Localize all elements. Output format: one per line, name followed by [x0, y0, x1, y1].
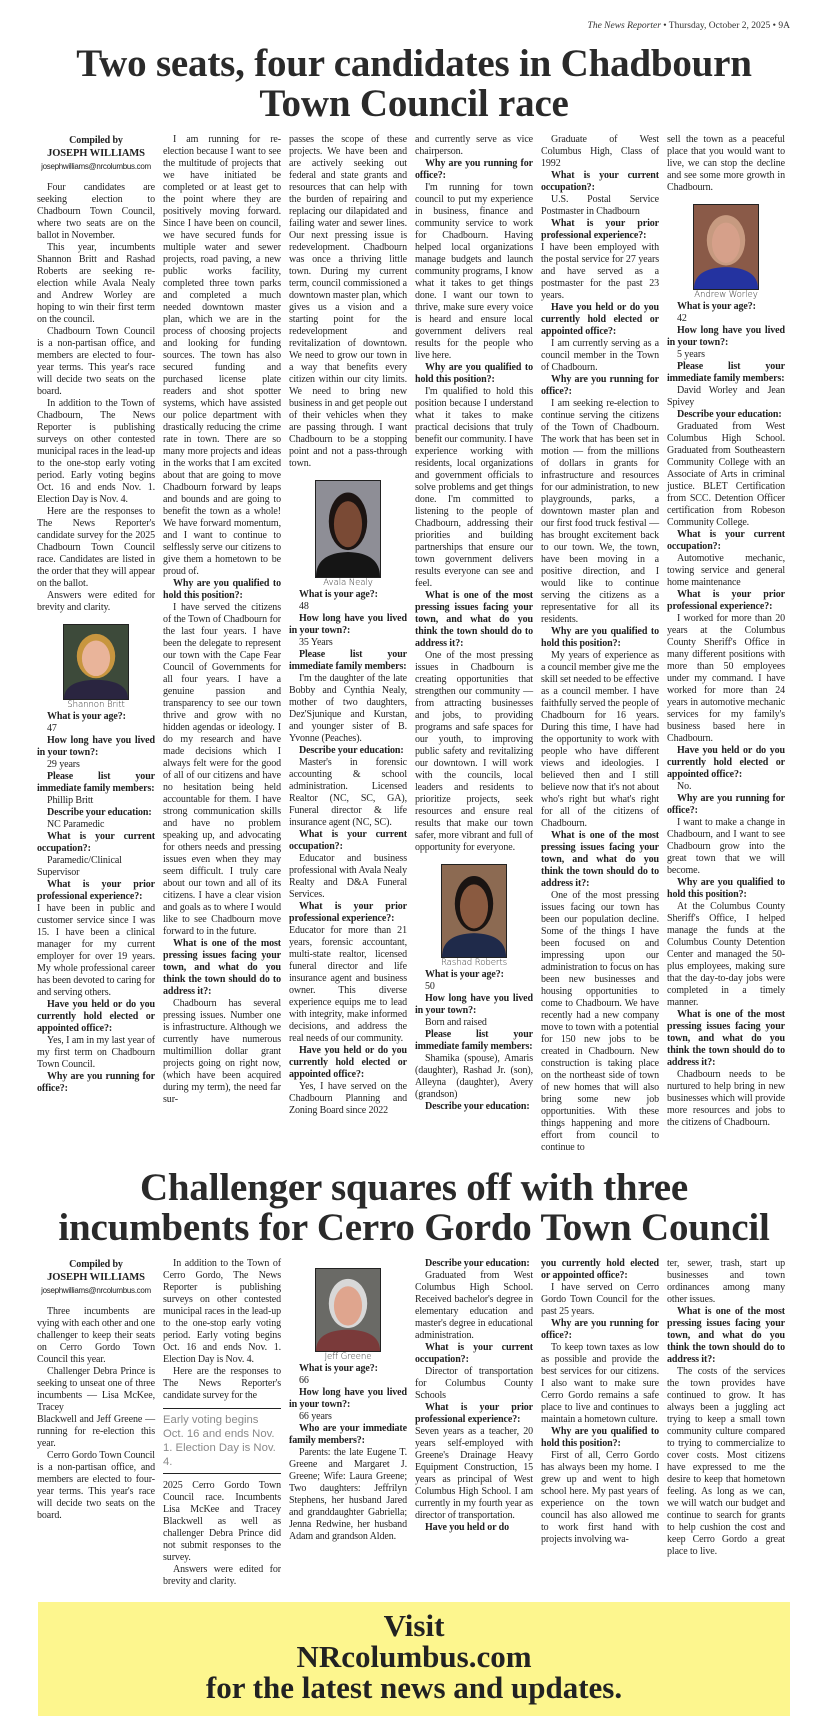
survey-question: How long have you lived in your town?:	[415, 993, 533, 1016]
survey-question: How long have you lived in your town?:	[289, 613, 407, 636]
body-paragraph: Master's in forensic accounting & school administration. Licensed Realtor (NC, SC, GA), Funeral director & life insurance agent (NC, SC).	[289, 757, 407, 828]
headline-line: Town Council race	[259, 82, 569, 125]
body-paragraph: I am currently serving as a council member in the Town of Chadbourn.	[541, 338, 659, 373]
headline-line: incumbents for Cerro Gordo Town Council	[58, 1206, 770, 1249]
page-folio: The News Reporter • Thursday, October 2, 2025 • 9A	[587, 21, 790, 31]
body-paragraph: To keep town taxes as low as possible and provide the best services for our citizens. I also want to make sure Cerro Gordo remains a safe place to live and continues to maintain a hometown culture.	[541, 1342, 659, 1425]
body-paragraph: Chadbourn has several pressing issues. Number one is infrastructure. Although we currently have numerous multimillion dollar grant projects going on right now, (which have been acquired during my term), the need far sur-	[163, 998, 281, 1105]
body-paragraph: Chadbourn Town Council is a non-partisan office, and members are elected to four-year terms. This year's race will decide two seats on the board.	[37, 326, 155, 397]
article-column	[163, 134, 281, 1106]
body-paragraph: I am seeking re-election to continue serving the citizens of the Town of Chadbourn. The work that has been set in motion — from the millions of dollars in grants for infrastructure and resources for our administration, to new playgrounds, parks, a downtown master plan and our first food truck festival — has brought excitement back to our town. We, the town, have been moving in a positive direction, and I would like to continue serving the citizens as a representative for all its residents.	[541, 398, 659, 625]
article-column	[415, 1258, 533, 1534]
body-paragraph: Paramedic/Clinical Supervisor	[37, 855, 122, 878]
survey-question: What is one of the most pressing issues facing your town, and what do you think the town should do to address it?:	[667, 1009, 785, 1068]
survey-question: Why are you qualified to hold this position?:	[541, 1426, 659, 1449]
body-paragraph: First of all, Cerro Gordo has always been my home. I grew up and went to high school here. My past years of experience on the town council has also allowed me to work first hand with projects involving wa-	[541, 1450, 659, 1545]
article-column	[667, 134, 785, 1129]
survey-question: Why are you qualified to hold this position?:	[667, 877, 785, 900]
article-column	[163, 1258, 281, 1588]
body-paragraph: David Worley and Jean Spivey	[667, 385, 785, 408]
portrait-image	[37, 624, 155, 700]
body-paragraph: Born and raised	[425, 1017, 487, 1028]
headline-cerro-gordo	[30, 1168, 798, 1248]
photo-caption: Shannon Britt	[67, 700, 125, 710]
survey-question: What is your current occupation?:	[667, 529, 785, 552]
survey-question: What is your age?:	[425, 969, 504, 980]
survey-question: Why are you running for office?:	[415, 158, 533, 181]
banner-line: Visit	[383, 1608, 445, 1643]
survey-question: What is your current occupation?:	[289, 829, 407, 852]
survey-question: What is one of the most pressing issues facing your town, and what do you think the town should do to address it?:	[667, 1306, 785, 1365]
body-paragraph: My years of experience as a council member give me the skill set needed to be effective as a council member. I have faithfully served the people of Chadbourn for 16 years. During this time, I have had the opportunity to work with people who have different views and ideologies. I believed then and I still believe now that it's not about who's right but what's right for all of the citizens of Chadbourn.	[541, 650, 659, 829]
body-paragraph: Chadbourn needs to be nurtured to help bring in new businesses which will provide more resources and jobs to the citizens of Chadbourn.	[667, 1069, 785, 1128]
photo-caption: Avala Nealy	[323, 578, 373, 588]
body-paragraph: I have been employed with the postal service for 27 years and have served as a postmaster for the past 23 years.	[541, 242, 659, 301]
survey-question: Describe your education:	[677, 409, 782, 420]
survey-question: Who are your immediate family members?:	[289, 1423, 407, 1446]
body-paragraph: I have served the citizens of the Town of Chadbourn for the last four years. I have been the delegate to represent our town with the Cape Fear Council of Governments for all four years. I have a genuine passion and transparency to see our town thrive and grow with no hidden agendas or ideology. I do my research and have made decisions which I always felt were for the good of all of our citizens and have no hesitation being held accountable for them. I have strong communication skills and have no problem speaking up, and advocating for others needs and pressing issues even when they may seem difficult. I truly care about our town and all of its citizens. I have a clear vision and goals as to where I would like to see Chadbourn move forward to in the future.	[163, 602, 281, 937]
promo-banner[interactable]	[38, 1602, 790, 1716]
survey-question: Why are you running for office?:	[541, 1318, 659, 1341]
banner-line: for the latest news and updates.	[205, 1670, 623, 1705]
body-paragraph: Answers were edited for brevity and clarity.	[163, 1564, 281, 1587]
article-column	[415, 134, 533, 1113]
body-paragraph: I have served on Cerro Gordo Town Council for the past 25 years.	[541, 1282, 659, 1317]
headline-line: Challenger squares off with three	[139, 1166, 689, 1209]
portrait-image	[667, 204, 785, 290]
survey-question: Have you held or do you currently hold elected or appointed office?:	[541, 302, 659, 337]
author-name: JOSEPH WILLIAMS	[47, 148, 145, 159]
body-paragraph: passes the scope of these projects. We have been and are actively seeking out federal and state grants and resources that can help with the burden of repairing and replacing our dilapidated and failing water and sewer lines. Our next pressing issue is redevelopment. Chadbourn was once a thriving little town. During my current term, council commissioned a downtown master plan, which gives us a vision and a starting point for the redevelopment and revitalization of downtown. We need to grow our town in a way that benefits every citizen within our city limits. We need to bring new business in and get people out of their vehicles when they are passing through. I want Chadbourn to be a stopping point and not a pass-through town.	[289, 134, 407, 469]
survey-question: What is your prior professional experience?:	[37, 879, 155, 902]
body-paragraph: Challenger Debra Prince is seeking to unseat one of three incumbents — Lisa McKee, Tracey	[37, 1366, 155, 1413]
survey-question: What is your prior professional experience?:	[415, 1402, 533, 1425]
survey-question: Please list your immediate family members:	[289, 649, 407, 672]
body-paragraph: Yes, I have served on the Chadbourn Planning and Zoning Board since 2022	[289, 1081, 407, 1116]
survey-question: Why are you qualified to hold this position?:	[163, 578, 281, 601]
body-paragraph: I worked for more than 20 years at the Columbus County Sheriff's Office in many different positions with more than 50 employees under my command. I have worked for more than 24 years in automotive mechanic services for my family's business based here in Chadbourn.	[667, 613, 785, 744]
photo-caption: Jeff Greene	[324, 1352, 372, 1362]
body-paragraph: Four candidates are seeking election to Chadbourn Town Council, where two seats are on the ballot in November.	[37, 182, 155, 241]
body-paragraph: Blackwell and Jeff Greene — running for re-election this year.	[37, 1414, 155, 1449]
survey-question: What is your prior professional experience?:	[667, 589, 785, 612]
byline-label: Compiled by	[69, 1259, 123, 1270]
survey-question: What is your prior professional experience?:	[541, 218, 659, 241]
byline	[37, 134, 155, 172]
body-paragraph: At the Columbus County Sheriff's Office, I helped manage the funds at the Columbus County Detention Center and managed the 50-plus employees, making sure that the day-to-day jobs were completed in a timely manner.	[667, 901, 785, 1008]
survey-question: Why are you running for office?:	[667, 793, 785, 816]
survey-question: Please list your immediate family members:	[37, 771, 155, 794]
body-paragraph: sell the town as a peaceful place that you would want to live, we can stop the decline and see some more growth in Chadbourn.	[667, 134, 785, 193]
survey-question: Why are you running for office?:	[541, 374, 659, 397]
survey-question: Have you held or do	[425, 1522, 510, 1533]
candidate-photo	[667, 204, 785, 301]
survey-question: Why are you qualified to hold this position?:	[541, 626, 659, 649]
body-paragraph: Shamika (spouse), Amaris (daughter), Rashad Jr. (son), Alleyna (daughter), Avery (grandson)	[415, 1053, 533, 1100]
headline-chadbourn	[30, 44, 798, 124]
body-paragraph: 5 years	[677, 349, 705, 360]
survey-question: What is your current occupation?:	[37, 831, 155, 854]
body-paragraph: 48	[299, 601, 309, 612]
body-paragraph: NC Paramedic	[47, 819, 105, 830]
survey-question: Have you held or do you currently hold elected or appointed office?:	[37, 999, 155, 1034]
survey-question: Please list your immediate family members:	[415, 1029, 533, 1052]
photo-caption: Rashad Roberts	[441, 958, 507, 968]
candidate-photo	[37, 624, 155, 711]
author-email[interactable]: josephwilliams@nrcolumbus.com	[41, 162, 151, 171]
survey-question: How long have you lived in your town?:	[37, 735, 155, 758]
portrait-image	[289, 1268, 407, 1352]
body-paragraph: 47	[47, 723, 57, 734]
candidate-photo	[289, 1268, 407, 1363]
body-paragraph: Graduated from West Columbus High School. Graduated from Southeastern Community College with an Associate of Arts in criminal justice. BLET Certification from SCC. Detention Officer certification from Robeson Community College.	[667, 421, 785, 528]
body-paragraph: and currently serve as vice chairperson.	[415, 134, 533, 157]
article-column	[667, 1258, 785, 1558]
banner-website[interactable]: NRcolumbus.com	[296, 1639, 532, 1674]
survey-question: What is your current occupation?:	[415, 1342, 533, 1365]
body-paragraph: I'm the daughter of the late Bobby and Cynthia Nealy, mother of two daughters, Dez'Sjunique and Kurstan, and younger sister of B. Yvonne (Peaches).	[289, 673, 407, 744]
article-column	[37, 1258, 155, 1522]
body-paragraph: Yes, I am in my last year of my first term on Chadbourn Town Council.	[37, 1035, 155, 1070]
body-paragraph: Answers were edited for brevity and clarity.	[37, 590, 155, 613]
body-paragraph: This year, incumbents Shannon Britt and Rashad Roberts are seeking re-election while Avala Nealy and Andrew Worley are hoping to win their first term on the council.	[37, 242, 155, 325]
author-name: JOSEPH WILLIAMS	[47, 1272, 145, 1283]
pull-quote: Early voting begins Oct. 16 and ends Nov. 1. Election Day is Nov. 4.	[163, 1408, 281, 1474]
body-paragraph: I'm qualified to hold this position because I understand what it takes to make practical decisions that truly benefit our community. I have experience working with residents, local organizations and government officials to solve problems and get things done. I'm committed to listening to the people of Chadbourn, addressing their priorities and building partnerships that ensure our town government delivers results everyone can see and feel.	[415, 386, 533, 589]
body-paragraph: Seven years as a teacher, 20 years self-employed with Greene's Drainage Heavy Equipment Construction, 15 years as principal of West Columbus High School. I am currently in my fourth year as director of transportation.	[415, 1426, 533, 1521]
portrait-image	[415, 864, 533, 958]
issue-date: Thursday, October 2, 2025	[668, 21, 771, 31]
body-paragraph: Three incumbents are vying with each other and one challenger to keep their seats on Cerro Gordo Town Council this year.	[37, 1306, 155, 1365]
survey-question: How long have you lived in your town?:	[289, 1387, 407, 1410]
page-number: 9A	[778, 21, 790, 31]
article-cerro-gordo	[37, 1258, 785, 1588]
survey-question: What is one of the most pressing issues facing your town, and what do you think the town should do to address it?:	[163, 938, 281, 997]
article-column	[289, 1258, 407, 1543]
survey-question: Why are you qualified to hold this position?:	[415, 362, 533, 385]
body-paragraph: Cerro Gordo Town Council is a non-partisan office, and members are elected to four-year terms. This year's race will decide two seats on the board.	[37, 1450, 155, 1521]
body-paragraph: 66	[299, 1375, 309, 1386]
candidate-photo	[415, 864, 533, 969]
photo-caption: Andrew Worley	[694, 290, 758, 300]
survey-question: What is one of the most pressing issues facing your town, and what do you think the town should do to address it?:	[541, 830, 659, 889]
body-paragraph: U.S. Postal Service Postmaster in Chadbourn	[541, 194, 659, 217]
survey-question: What is your age?:	[299, 1363, 378, 1374]
survey-question: Describe your education:	[299, 745, 404, 756]
candidate-photo	[289, 480, 407, 589]
body-paragraph: 50	[425, 981, 435, 992]
body-paragraph: Phillip Britt	[47, 795, 94, 806]
body-paragraph: I'm running for town council to put my experience in business, finance and community service to work for Chadbourn. Having helped local organizations manage budgets and launch community programs, I know what it takes to get things done. I want our town to thrive, make sure every voice is heard and ensure local government delivers real results for the people who live here.	[415, 182, 533, 361]
byline-label: Compiled by	[69, 135, 123, 146]
body-paragraph: Parents: the late Eugene T. Greene and Margaret J. Greene; Wife: Laura Greene; Two daughters: Jeffrilyn Stephens, her husband Jared and granddaughter Gabriella; Jenna Redwine, her husband Adam and grandson Alden.	[289, 1447, 407, 1542]
body-paragraph: 2025 Cerro Gordo Town Council race. Incumbents Lisa McKee and Tracey Blackwell as well as challenger Debra Prince did not submit responses to the survey.	[163, 1480, 281, 1563]
body-paragraph: I am running for re-election because I want to see the multitude of projects that we have initiated be completed or at least get to the point where they are positively moving forward. Since I have been on council, we have secured funds for multiple water and sewer projects, road paving, a new public works facility, completed three town parks and completed a much needed downtown master plan, which we are in the process of choosing projects and looking for funding sources. The town has also secured funding and purchased license plate readers and shot spotter systems, which have assisted our police department with drastically reducing the crime rate in town. There are so many more projects and ideas in the works that I am excited about that are going to move Chadbourn forward by leaps and bounds and are going to benefit the town as a whole! We have forward momentum, and I want to continue to selflessly serve our citizens to give them a hometown to be proud of.	[163, 134, 281, 577]
survey-question: Please list your immediate family members:	[667, 361, 785, 384]
body-paragraph: ter, sewer, trash, start up businesses and town ordinances among many other issues.	[667, 1258, 785, 1305]
body-paragraph: 35 Years	[299, 637, 333, 648]
body-paragraph: Educator for more than 21 years, forensic accountant, multi-state realtor, licensed funeral director and life insurance agent and business owner. This diverse experience equips me to lead with integrity, make informed decisions, and address the real needs of our community.	[289, 925, 407, 1044]
body-paragraph: Automotive mechanic, towing service and general home maintenance	[667, 553, 785, 588]
survey-question: you currently hold elected or appointed office?:	[541, 1258, 659, 1281]
body-paragraph: One of the most pressing issues facing our town has been our population decline. Some of the things I have been focused on and impressing upon our administration to focus on has been new businesses and housing opportunities to come to Chadbourn. We have recently had a new company move to town with a potential for 150 new jobs to be created in Chadbourn. New construction is taking place on the northeast side of town of new homes that will also bring some new job opportunities. With these things happening and more effort from council to continue to	[541, 890, 659, 1153]
body-paragraph: I have been in public and customer service since I was 15. I have been a clinical manager for my current employer for over 19 years. My whole professional career has been devoted to caring for and serving others.	[37, 903, 155, 998]
body-paragraph: 42	[677, 313, 687, 324]
body-paragraph: In addition to the Town of Cerro Gordo, The News Reporter is publishing surveys on other contested municipal races in the lead-up to the one-stop early voting period. Early voting begins Oct. 16 and ends Nov. 1. Election Day is Nov. 4.	[163, 1258, 281, 1365]
body-paragraph: Graduated from West Columbus High School. Received bachelor's degree in elementary education and master's degree in educational administration.	[415, 1270, 533, 1341]
survey-question: What is your age?:	[47, 711, 126, 722]
survey-question: Have you held or do you currently hold elected or appointed office?:	[667, 745, 785, 780]
body-paragraph: 29 years	[47, 759, 80, 770]
article-column	[289, 134, 407, 1117]
survey-question: Describe your education:	[425, 1101, 530, 1112]
body-paragraph: Here are the responses to The News Reporter's candidate survey for the 2025 Chadbourn Town Council race. Candidates are listed in the order that they will appear on the ballot.	[37, 506, 155, 589]
byline	[37, 1258, 155, 1296]
author-email[interactable]: josephwilliams@nrcolumbus.com	[41, 1286, 151, 1295]
survey-question: Describe your education:	[47, 807, 152, 818]
article-column	[37, 134, 155, 1095]
survey-question: What is your current occupation?:	[541, 170, 659, 193]
body-paragraph: The costs of the services the town provides have continued to grow. It has always been a juggling act trying to keep a small town community culture compared to trying to commercialize to cover costs. Most citizens have expressed to me the desire to keep that hometown feeling. As long as we can, we will watch our budget and continue to search for grants to help cushion the cost and keep Cerro Gordo a great place to live.	[667, 1366, 785, 1557]
survey-question: Describe your education:	[425, 1258, 530, 1269]
survey-question: Have you held or do you currently hold elected or appointed office?:	[289, 1045, 407, 1080]
paper-name: The News Reporter	[587, 21, 661, 31]
article-column	[541, 134, 659, 1154]
survey-question: What is your age?:	[677, 301, 756, 312]
body-paragraph: 66 years	[299, 1411, 332, 1422]
body-paragraph: Director of transportation for Columbus County Schools	[415, 1366, 533, 1401]
body-paragraph: In addition to the Town of Chadbourn, The News Reporter is publishing surveys on other contested municipal races in the lead-up to the one-stop early voting period. Early voting begins Oct. 16 and ends Nov. 1. Election Day is Nov. 4.	[37, 398, 155, 505]
body-paragraph: Educator and business professional with Avala Nealy Realty and D&A Funeral Services.	[289, 853, 407, 900]
survey-question: What is your prior professional experience?:	[289, 901, 407, 924]
survey-question: What is one of the most pressing issues facing your town, and what do you think the town should do to address it?:	[415, 590, 533, 649]
body-paragraph: No.	[677, 781, 692, 792]
portrait-image	[289, 480, 407, 578]
body-paragraph: Graduate of West Columbus High, Class of 1992	[541, 134, 659, 169]
headline-line: Two seats, four candidates in Chadbourn	[76, 42, 752, 85]
article-column	[541, 1258, 659, 1546]
article-chadbourn	[37, 134, 785, 1154]
survey-question: How long have you lived in your town?:	[667, 325, 785, 348]
survey-question: What is your age?:	[299, 589, 378, 600]
body-paragraph: I want to make a change in Chadbourn, and I want to see Chadbourn grow into the great town that we will become.	[667, 817, 785, 876]
body-paragraph: Here are the responses to The News Reporter's candidate survey for the	[163, 1366, 281, 1401]
body-paragraph: One of the most pressing issues in Chadbourn is creating opportunities that strengthen our community — from attracting businesses and jobs, to providing programs and safe spaces for our youth, to improving public safety and revitalizing our downtown. I will work with the councils, local leaders and residents to prioritize projects, seek resources and ensure real results that make our town safer, more vibrant and full of opportunity for everyone.	[415, 650, 533, 853]
survey-question: Why are you running for office?:	[37, 1071, 155, 1094]
